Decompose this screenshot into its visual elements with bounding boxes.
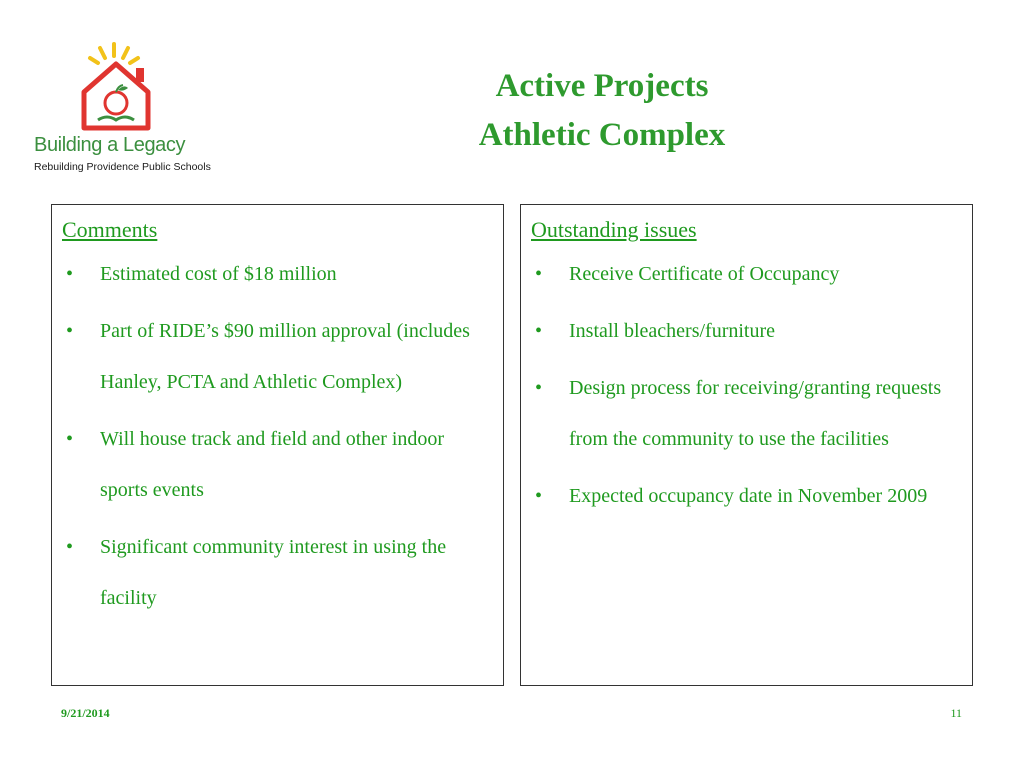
comments-list: [62, 249, 493, 624]
comment-text: Significant community interest in using the facility: [100, 536, 447, 609]
bullet-icon: •: [535, 263, 543, 285]
issue-text: Design process for receiving/granting requests from the community to use the facilities: [569, 377, 942, 450]
bullet-icon: •: [66, 263, 74, 285]
list-item: [62, 414, 493, 516]
list-item: [531, 306, 962, 357]
list-item: [62, 306, 493, 408]
title-line-1: Active Projects: [495, 68, 709, 104]
bullet-icon: •: [66, 536, 74, 558]
bullet-icon: •: [66, 320, 74, 342]
logo-tagline: Rebuilding Providence Public Schools: [34, 161, 211, 173]
issue-text: Install bleachers/furniture: [569, 320, 776, 342]
list-item: [531, 363, 962, 465]
building-a-legacy-logo: [28, 40, 228, 180]
outstanding-issues-list: [531, 249, 962, 522]
list-item: [531, 471, 962, 522]
bullet-icon: •: [535, 485, 543, 507]
school-house-icon: [28, 40, 178, 132]
title-line-2: Athletic Complex: [478, 117, 726, 153]
comment-text: Will house track and field and other indoor sports events: [100, 428, 445, 501]
logo-name: Building a Legacy: [34, 134, 186, 156]
issue-text: Expected occupancy date in November 2009: [569, 485, 928, 507]
list-item: [531, 249, 962, 300]
list-item: [62, 522, 493, 624]
bullet-icon: •: [535, 377, 543, 399]
comments-panel: [51, 204, 504, 686]
bullet-icon: •: [535, 320, 543, 342]
issue-text: Receive Certificate of Occupancy: [569, 263, 840, 285]
comments-heading: Comments: [62, 217, 158, 242]
footer-date: 9/21/2014: [61, 706, 110, 720]
outstanding-issues-heading: Outstanding issues: [531, 217, 697, 242]
comment-text: Estimated cost of $18 million: [100, 263, 337, 285]
bullet-icon: •: [66, 428, 74, 450]
page-number: 11: [950, 706, 962, 720]
slide-title: [402, 62, 802, 160]
outstanding-issues-panel: [520, 204, 973, 686]
comment-text: Part of RIDE’s $90 million approval (includes Hanley, PCTA and Athletic Complex): [100, 320, 470, 393]
list-item: [62, 249, 493, 300]
